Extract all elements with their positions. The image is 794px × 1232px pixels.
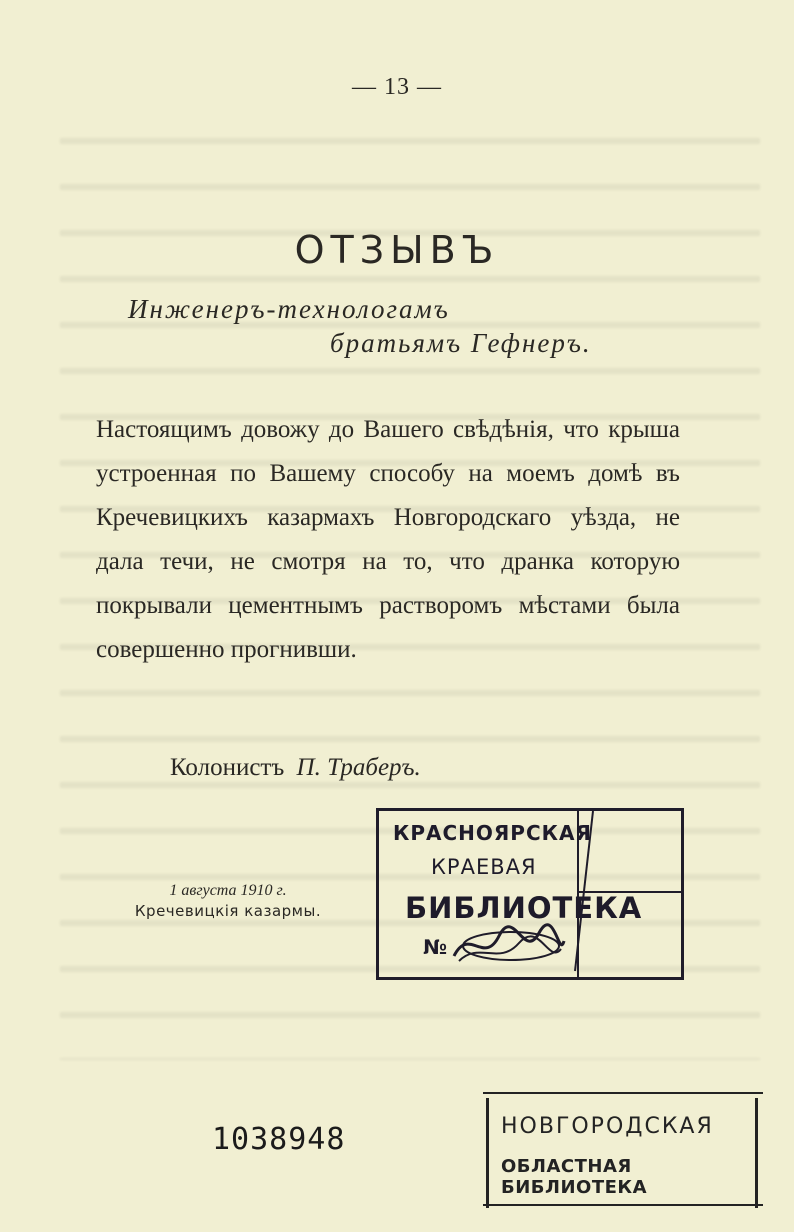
krasnoyarsk-library-stamp xyxy=(376,808,684,980)
testimonial-body xyxy=(96,408,680,672)
novgorod-library-stamp xyxy=(486,1098,758,1208)
stamp-line-1: КРАСНОЯРСКАЯ xyxy=(393,821,592,845)
signature xyxy=(170,754,421,782)
stamp-line-3: БИБЛИОТЕКА xyxy=(405,891,643,925)
stamp-line-2: ОБЛАСТНАЯ БИБЛИОТЕКА xyxy=(501,1156,648,1198)
document-date: 1 августа 1910 г. xyxy=(169,882,287,899)
addressee-line-2: братьямъ Гефнеръ. xyxy=(330,328,592,358)
signature-name: П. Траберъ. xyxy=(296,754,421,781)
addressee-line-1: Инженеръ-технологамъ xyxy=(128,294,450,324)
stamp-border-top xyxy=(483,1092,763,1094)
stamp-border-bottom xyxy=(483,1204,763,1206)
page-number: — 13 — xyxy=(352,74,442,100)
testimonial-paragraph: Настоящимъ довожу до Вашего свѣдѣнія, что крыша устроенная по Вашему способу на моемъ домѣ въ Кречевицкихъ казармахъ Новгородскаго уѣзда, не дала течи, не смотря на то, что дранка которую покрывали цементнымъ растворомъ мѣстами была совершенно прогнивши. xyxy=(96,416,680,663)
signature-title: Колонистъ xyxy=(170,754,285,781)
document-title: ОТЗЫВЪ xyxy=(294,228,500,272)
document-place: Кречевицкія казармы. xyxy=(134,902,322,920)
inventory-number: 1038948 xyxy=(212,1122,346,1157)
handwritten-scribble xyxy=(449,921,569,971)
stamp-line-1: НОВГОРОДСКАЯ xyxy=(501,1114,714,1139)
stamp-line-2: КРАЕВАЯ xyxy=(431,855,537,879)
stamp-line-4: № xyxy=(423,935,448,959)
